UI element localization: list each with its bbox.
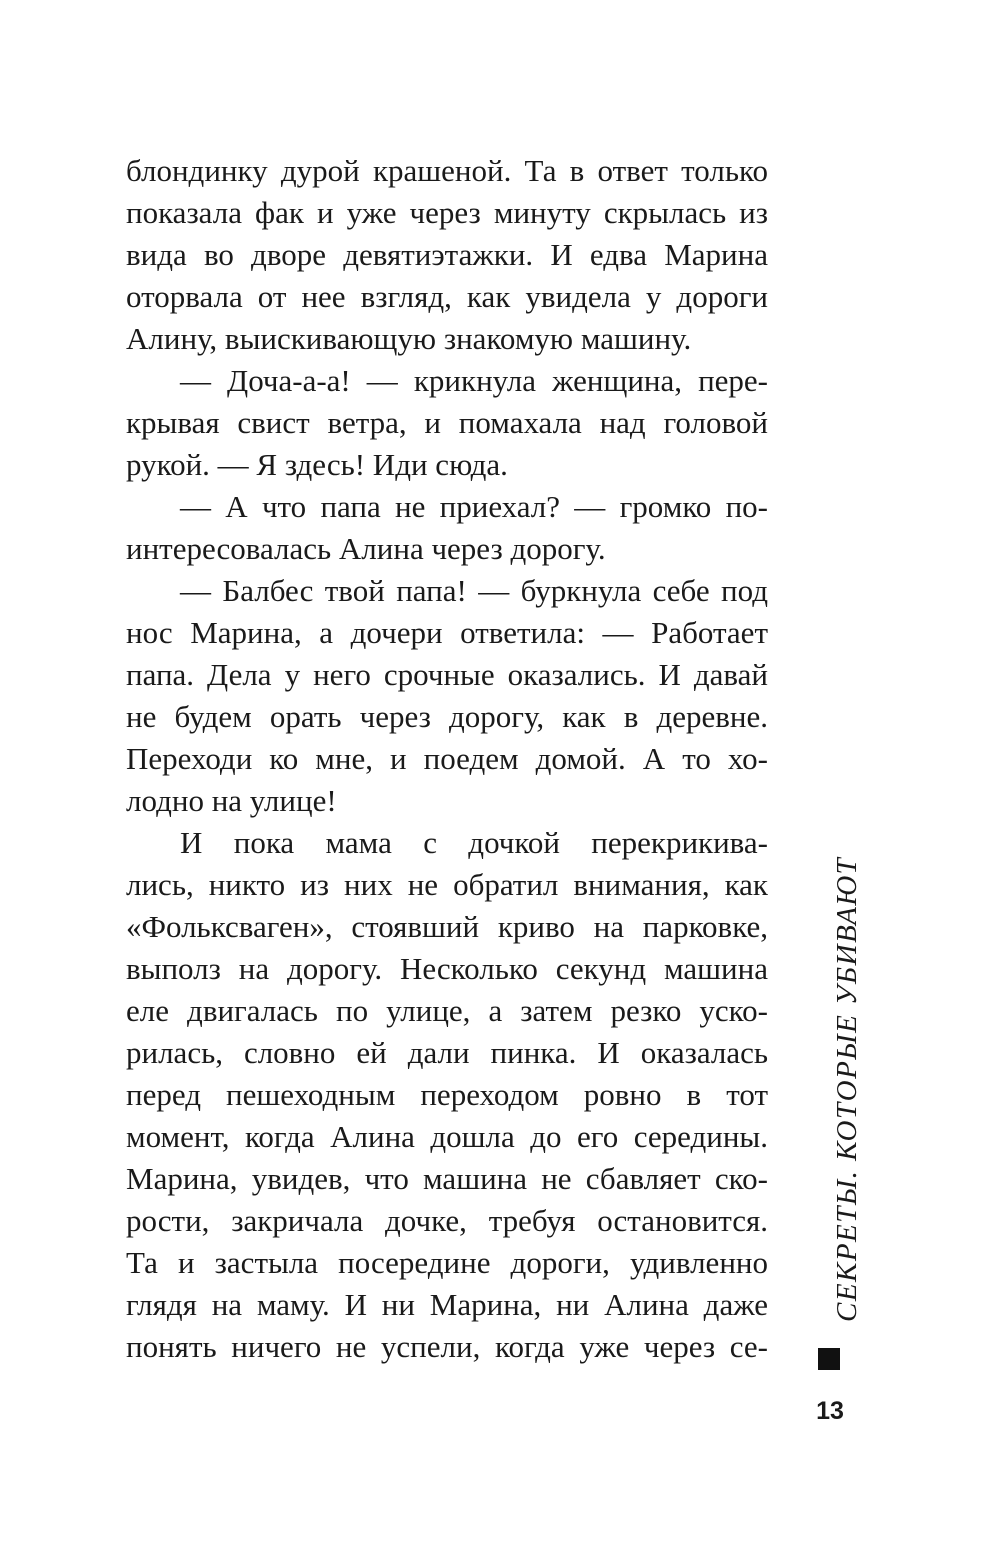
text-line: Алину, выискивающую знакомую машину. [126, 321, 692, 356]
text-line: лись, никто из них не обратил внимания, как [126, 867, 768, 902]
text-line: блондинку дурой крашеной. Та в ответ только [126, 153, 768, 188]
body-text [126, 150, 768, 1368]
text-line: перед пешеходным переходом ровно в тот [126, 1077, 768, 1112]
text-line: «Фольксваген», стоявший криво на парковке, [126, 909, 768, 944]
text-line: крывая свист ветра, и помахала над головой [126, 405, 768, 440]
text-line: показала фак и уже через минуту скрылась из [126, 195, 768, 230]
text-line: И пока мама с дочкой перекрикива- [180, 825, 768, 860]
text-line: интересовалась Алина через дорогу. [126, 531, 606, 566]
square-marker-icon [818, 1348, 840, 1370]
text-line: выполз на дорогу. Несколько секунд машина [126, 951, 768, 986]
text-line: оторвала от нее взгляд, как увидела у дороги [126, 279, 768, 314]
text-line: — Доча-а-а! — крикнула женщина, пере- [180, 363, 768, 398]
text-line: нос Марина, а дочери ответила: — Работает [126, 615, 768, 650]
text-line: Марина, увидев, что машина не сбавляет ско- [126, 1161, 768, 1196]
text-line: рилась, словно ей дали пинка. И оказалась [126, 1035, 768, 1070]
text-line: Переходи ко мне, и поедем домой. А то хо- [126, 741, 768, 776]
text-line: папа. Дела у него срочные оказались. И давай [126, 657, 768, 692]
text-line: рукой. — Я здесь! Иди сюда. [126, 447, 508, 482]
text-line: еле двигалась по улице, а затем резко уско- [126, 993, 768, 1028]
text-line: Та и застыла посередине дороги, удивленно [126, 1245, 768, 1280]
text-line: рости, закричала дочке, требуя остановится. [126, 1203, 768, 1238]
text-line: лодно на улице! [126, 783, 337, 818]
text-line: — А что папа не приехал? — громко по- [180, 489, 768, 524]
text-line: понять ничего не успели, когда уже через се- [126, 1329, 768, 1364]
running-head: СЕКРЕТЫ. КОТОРЫЕ УБИВАЮТ [831, 856, 863, 1322]
text-line: момент, когда Алина дошла до его середины. [126, 1119, 768, 1154]
text-line: не будем орать через дорогу, как в деревне. [126, 699, 768, 734]
page-number: 13 [816, 1397, 844, 1425]
text-line: глядя на маму. И ни Марина, ни Алина даже [126, 1287, 768, 1322]
text-line: — Балбес твой папа! — буркнула себе под [180, 573, 768, 608]
text-line: вида во дворе девятиэтажки. И едва Марина [126, 237, 768, 272]
